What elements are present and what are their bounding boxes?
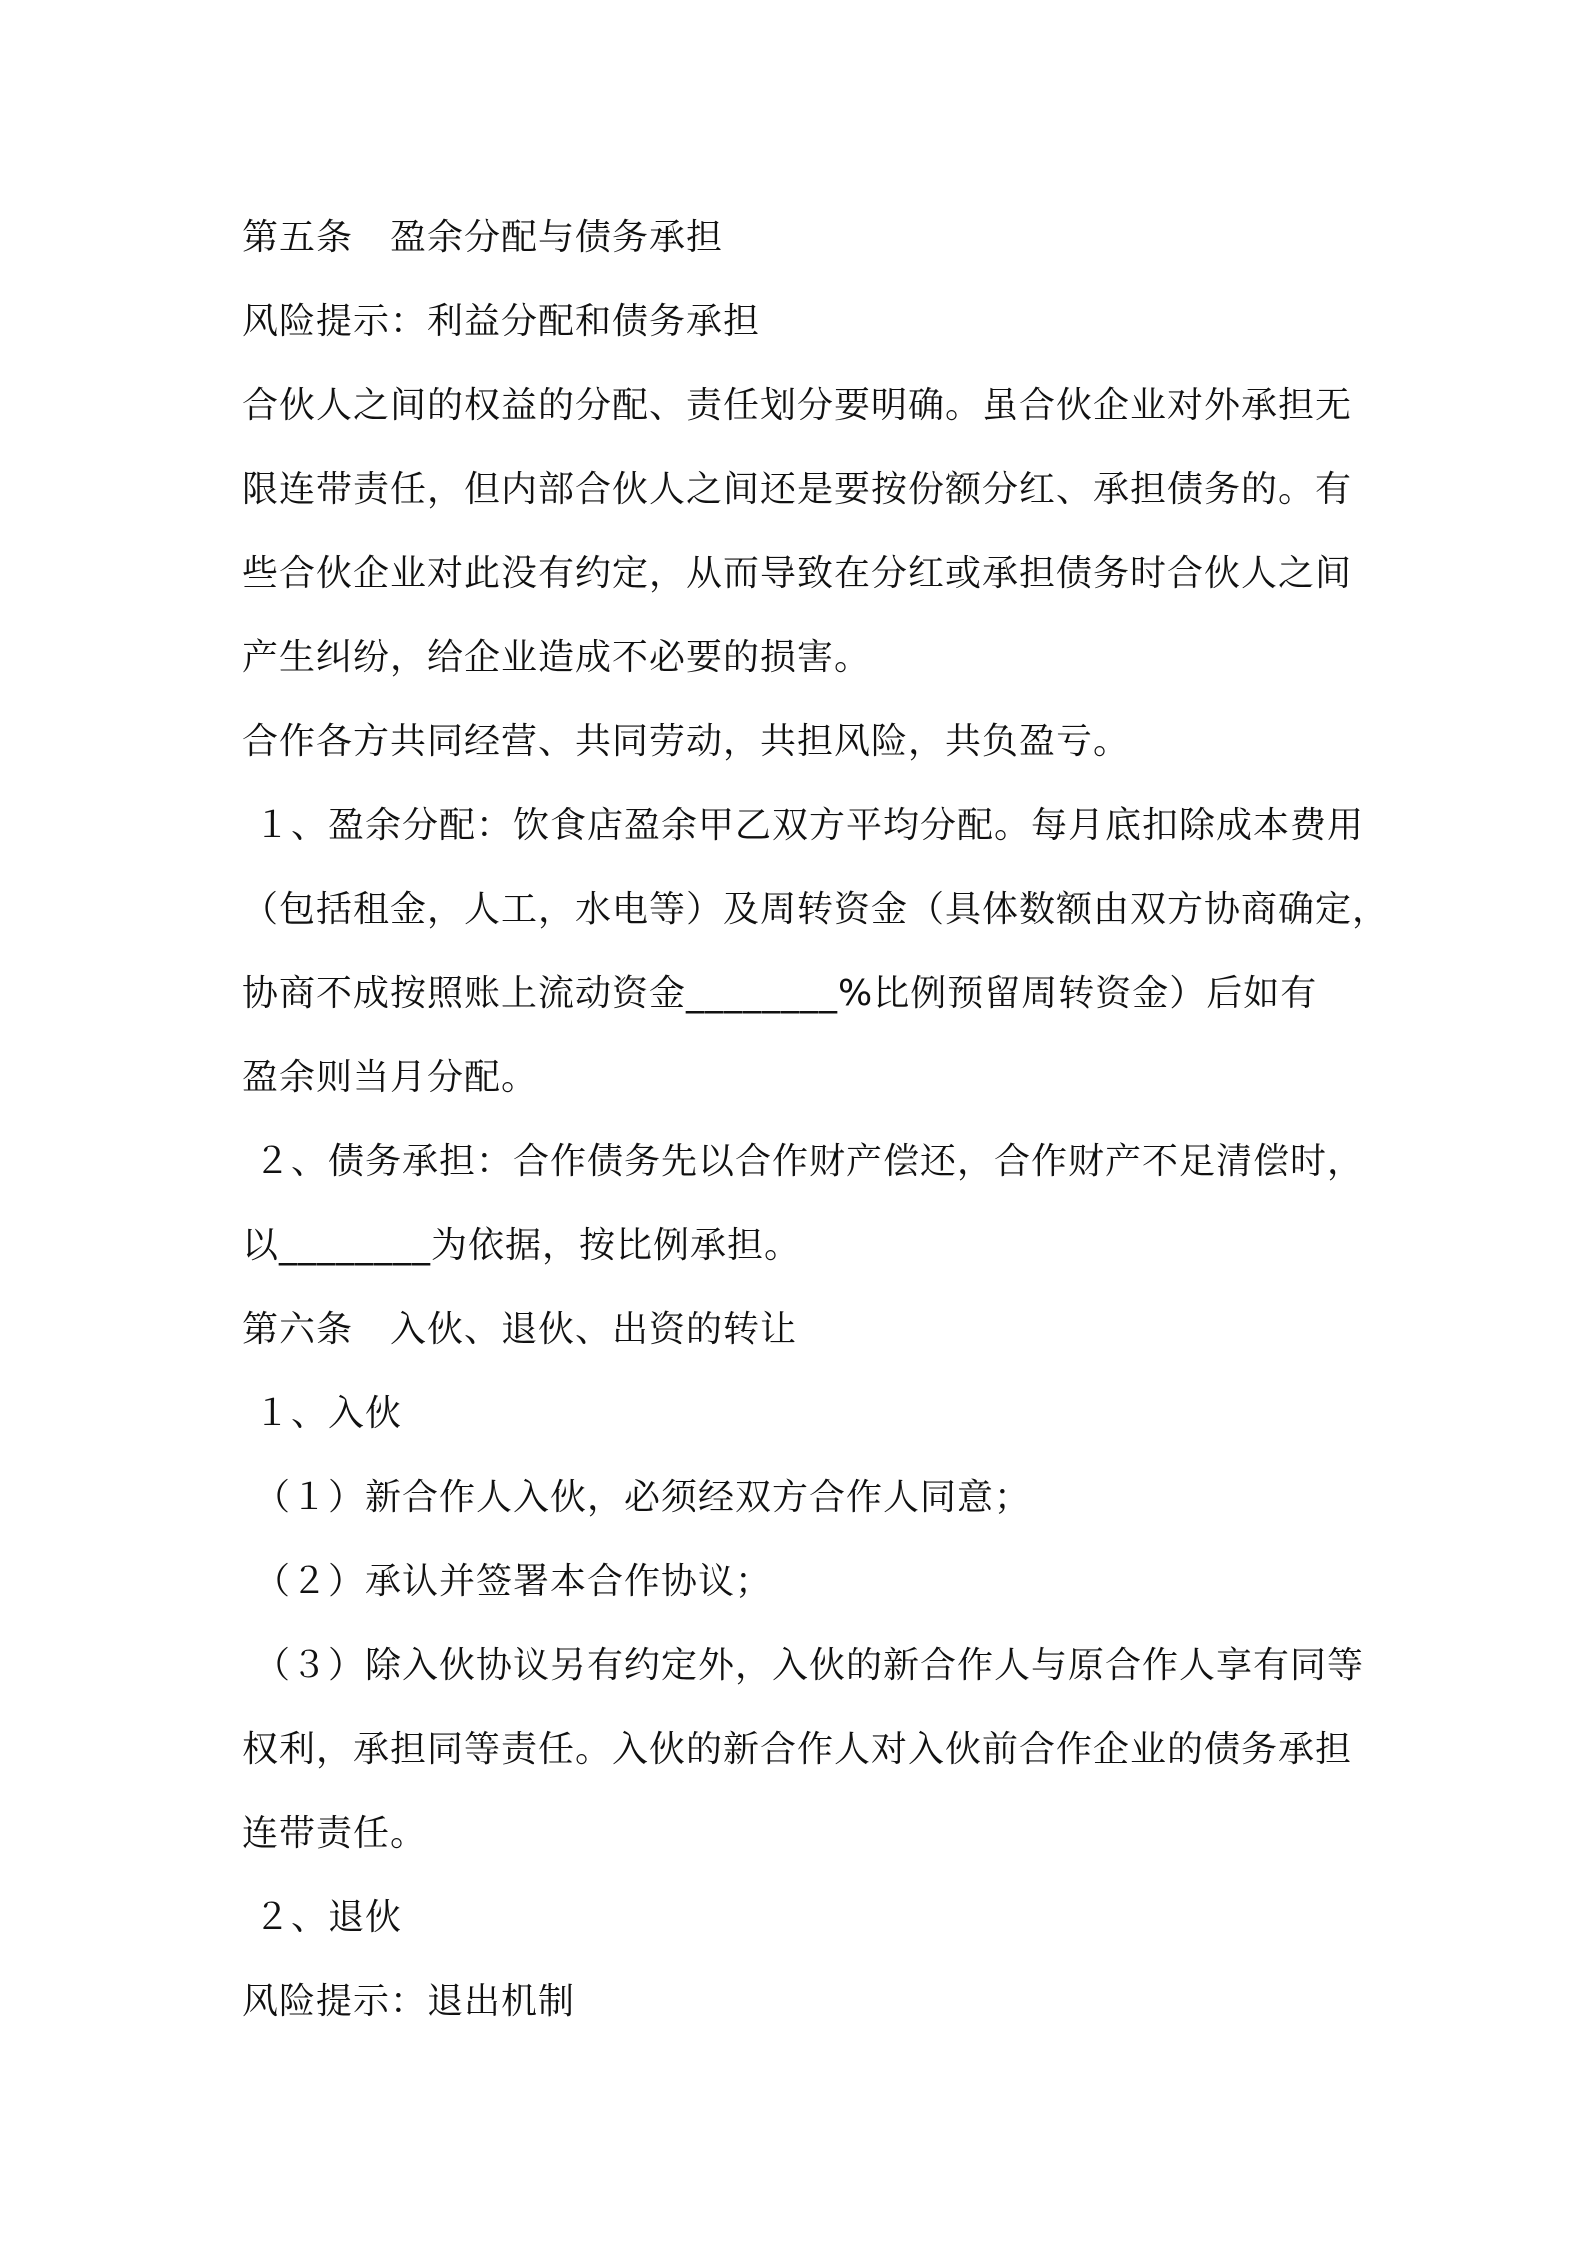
article-6-heading: 第六条 入伙、退伙、出资的转让 xyxy=(242,1309,798,1350)
paragraph-line: 协商不成按照账上流动资金________%比例预留周转资金）后如有 xyxy=(242,973,1318,1014)
paragraph-line: 些合伙企业对此没有约定，从而导致在分红或承担债务时合伙人之间 xyxy=(242,553,1353,594)
paragraph-line: 以________为依据，按比例承担。 xyxy=(242,1225,802,1266)
paragraph-line: 连带责任。 xyxy=(242,1813,428,1854)
paragraph-line: 合作各方共同经营、共同劳动，共担风险，共负盈亏。 xyxy=(242,721,1131,762)
paragraph-line: 产生纠纷，给企业造成不必要的损害。 xyxy=(242,637,872,678)
sub-clause-1: （１）新合作人入伙，必须经双方合作人同意； xyxy=(254,1477,1032,1518)
clause-debt-bearing: ２、债务承担：合作债务先以合作财产偿还，合作财产不足清偿时， xyxy=(254,1141,1365,1182)
paragraph-line: 盈余则当月分配。 xyxy=(242,1057,539,1098)
paragraph-line: （包括租金，人工，水电等）及周转资金（具体数额由双方协商确定， xyxy=(242,889,1390,930)
risk-tip-exit-mechanism: 风险提示：退出机制 xyxy=(242,1981,576,2022)
paragraph-line: 限连带责任，但内部合伙人之间还是要按份额分红、承担债务的。有 xyxy=(242,469,1353,510)
article-5-heading: 第五条 盈余分配与债务承担 xyxy=(242,217,724,258)
paragraph-line: 权利，承担同等责任。入伙的新合作人对入伙前合作企业的债务承担 xyxy=(242,1729,1353,1770)
sub-clause-2: （２）承认并签署本合作协议； xyxy=(254,1561,773,1602)
clause-surplus-distribution: １、盈余分配：饮食店盈余甲乙双方平均分配。每月底扣除成本费用 xyxy=(254,805,1365,846)
clause-withdrawal: ２、退伙 xyxy=(254,1897,403,1938)
paragraph-line: 合伙人之间的权益的分配、责任划分要明确。虽合伙企业对外承担无 xyxy=(242,385,1353,426)
sub-clause-3: （３）除入伙协议另有约定外，入伙的新合作人与原合作人享有同等 xyxy=(254,1645,1365,1686)
document-body xyxy=(242,196,1390,2044)
clause-admission: １、入伙 xyxy=(254,1393,403,1434)
risk-tip-profit-debt: 风险提示：利益分配和债务承担 xyxy=(242,301,761,342)
